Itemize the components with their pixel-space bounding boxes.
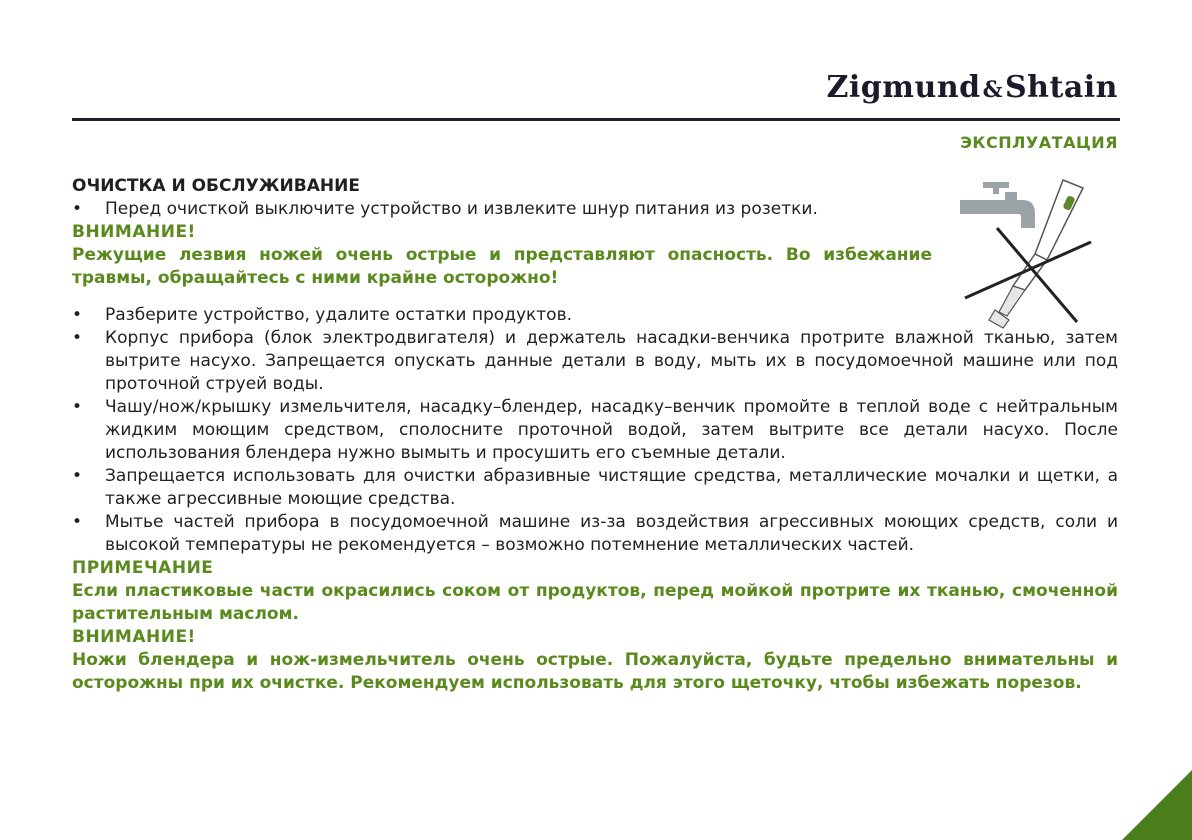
list-item	[72, 198, 932, 221]
warning-title: ВНИМАНИЕ!	[72, 627, 196, 647]
bullet-mark: •	[72, 199, 83, 219]
note-text: Если пластиковые части окрасились соком от продуктов, перед мойкой протрите их тканью, смоченной растительным маслом.	[72, 581, 1118, 624]
list-item-text: Корпус прибора (блок электродвигателя) и держатель насадки-венчика протрите влажной тканью, затем вытрите насухо. Запрещается опускать данные детали в воду, мыть их в посудомоечной машине или под проточной струей воды.	[105, 328, 1118, 394]
section-title: ОЧИСТКА И ОБСЛУЖИВАНИЕ	[72, 176, 360, 196]
section-label: ЭКСПЛУАТАЦИЯ	[960, 133, 1118, 152]
warning-text: Ножи блендера и нож-измельчитель очень острые. Пожалуйста, будьте предельно внимательны и осторожны при их очистке. Рекомендуем использовать для этого щеточку, чтобы избежать порезов.	[72, 650, 1118, 693]
list-item-text: Запрещается использовать для очистки абразивные чистящие средства, металлические мочалки и щетки, а также агрессивные моющие средства.	[105, 466, 1118, 509]
brand-logo	[827, 70, 1118, 105]
corner-triangle	[1082, 770, 1192, 840]
bullet-mark: •	[72, 305, 83, 325]
list-item	[72, 465, 1118, 511]
warning-title: ВНИМАНИЕ!	[72, 222, 196, 242]
header-rule	[72, 118, 1120, 121]
list-item-text: Перед очисткой выключите устройство и извлеките шнур питания из розетки.	[105, 199, 818, 219]
content-body	[72, 175, 1118, 695]
list-item-text: Разберите устройство, удалите остатки продуктов.	[105, 305, 573, 325]
warning-text: Режущие лезвия ножей очень острые и представляют опасность. Во избежание травмы, обращайтесь с ними крайне осторожно!	[72, 245, 932, 288]
list-item	[72, 511, 1118, 557]
brand-name-part2: Shtain	[1005, 70, 1118, 105]
list-item-text: Мытье частей прибора в посудомоечной машине из-за воздействия агрессивных моющих средств, соли и высокой температуры не рекомендуется – возможно потемнение металлических частей.	[105, 512, 1118, 555]
bullet-mark: •	[72, 328, 83, 348]
list-item	[72, 327, 1118, 396]
bullet-mark: •	[72, 466, 83, 486]
list-item	[72, 304, 1118, 327]
brand-ampersand: &	[982, 77, 1004, 103]
list-item	[72, 396, 1118, 465]
bullet-mark: •	[72, 512, 83, 532]
bullet-mark: •	[72, 397, 83, 417]
list-item-text: Чашу/нож/крышку измельчителя, насадку–блендер, насадку–венчик промойте в теплой воде с нейтральным жидким моющим средством, сполосните проточной водой, затем вытрите все детали насухо. После использования блендера нужно вымыть и просушить его съемные детали.	[105, 397, 1118, 463]
brand-name-part1: Zigmund	[826, 70, 981, 105]
note-title: ПРИМЕЧАНИЕ	[72, 558, 214, 578]
